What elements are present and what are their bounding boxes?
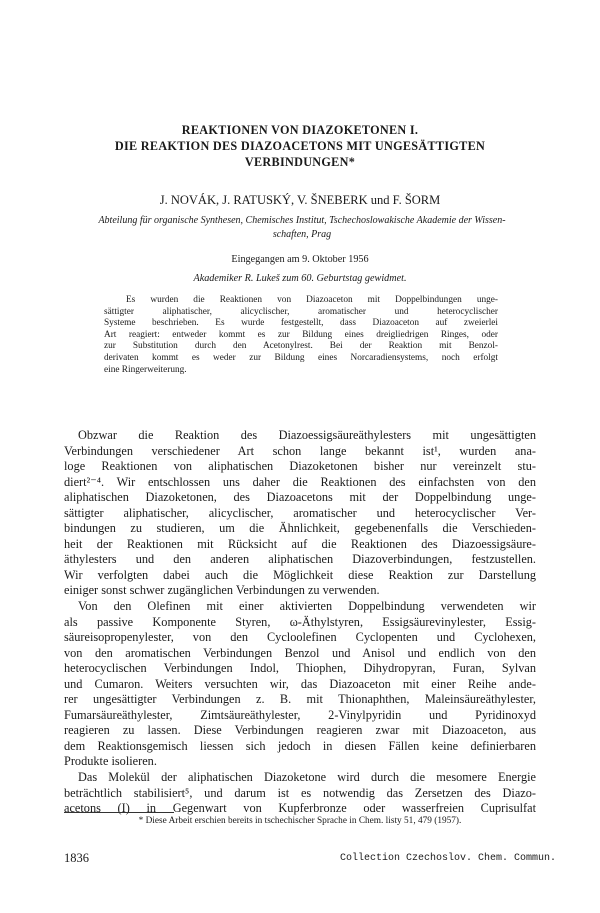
author-list: J. NOVÁK, J. RATUSKÝ, V. ŠNEBERK und F. ŠORM [159, 193, 441, 207]
body-line: beträchtlich stabilisiert⁵, und darum ist es notwendig das Zersetzen des Diazo- [64, 785, 536, 800]
footnote-rule [64, 812, 174, 813]
abstract-line: sättigter aliphatischer, alicyclischer, aromatischer und heterocyclischer [104, 306, 498, 317]
body-line: Produkte isolieren. [64, 754, 157, 769]
title-line: DIE REAKTION DES DIAZOACETONS MIT UNGESÄTTIGTEN [114, 139, 486, 153]
article-title [70, 122, 530, 170]
received-date: Eingegangen am 9. Oktober 1956 [231, 254, 369, 265]
paragraph [64, 599, 536, 770]
abstract [104, 295, 498, 376]
title-line: REAKTIONEN VON DIAZOKETONEN I. [181, 123, 419, 137]
body-line: Das Molekül der aliphatischen Diazoketone wird durch die mesomere Energie [78, 770, 536, 785]
affiliation-line: schaften, Prag [272, 228, 332, 240]
body-line: Obzwar die Reaktion des Diazoessigsäureäthylesters mit ungesättigten [78, 428, 536, 442]
page-number: 1836 [64, 851, 89, 865]
body-line: einiger sonst schwer zugänglichen Verbindungen zu verwenden. [64, 583, 380, 598]
footnote: * Diese Arbeit erschien bereits in tschechischer Sprache in Chem. listy 51, 479 (1957). [138, 816, 462, 826]
body-line: Wir verfolgten dabei auch die Möglichkeit diese Reaktion zur Darstellung [64, 567, 536, 582]
body-line: acetons (I) in Gegenwart von Kupferbronze oder wasserfreien Cuprisulfat [64, 801, 536, 816]
body-line: Fumarsäureäthylester, Zimtsäureäthylester, 2-Vinylpyridin und Pyridinoxyd [64, 707, 536, 722]
body-line: von den aromatischen Verbindungen Benzol und Anisol und endlich von den [64, 645, 536, 660]
body-line: heit der Reaktionen mit Rücksicht auf die Reaktionen des Diazoessigsäure- [64, 536, 536, 551]
body-line: loge Reaktionen von aliphatischen Diazoketonen bisher nur vereinzelt stu- [64, 459, 536, 474]
body-line: reagieren zu lassen. Diese Verbindungen reagieren zwar mit Diazoaceton, aus [64, 723, 536, 738]
abstract-line: eine Ringerweiterung. [104, 364, 187, 375]
body-line: bindungen zu studieren, um die Ähnlichkeit, gegebenenfalls die Verschieden- [64, 521, 536, 536]
abstract-line: zur Substitution durch den Acetonylrest. Bei der Reaktion mit Benzol- [104, 341, 498, 352]
body-line: sättigter aliphatischer, alicyclischer, aromatischer und heterocyclischer Ver- [64, 505, 536, 520]
paragraph [64, 428, 536, 599]
body-line: äthylesters und den anderen aliphatischen Diazoverbindungen, festzustellen. [64, 552, 536, 567]
affiliation-line: Abteilung für organische Synthesen, Chemisches Institut, Tschechoslowakische Akademie der Wissen- [98, 215, 506, 226]
paragraph [64, 770, 536, 817]
body-line: dem Reaktionsgemisch liessen sich jedoch in diesen Fällen keine definierbaren [64, 738, 536, 753]
body-line: säureisopropenylester, von den Cycloolefinen Cyclopenten und Cyclohexen, [64, 630, 536, 645]
body-line: heterocyclischen Verbindungen Indol, Thiophen, Dihydropyran, Furan, Sylvan [64, 661, 536, 676]
abstract-line: Systeme beschrieben. Es wurde festgestellt, dass Diazoaceton auf zweierlei [104, 318, 498, 329]
body-line: aliphatischen Diazoketonen, des Diazoacetons mit der Doppelbindung unge- [64, 490, 536, 505]
abstract-line: Es wurden die Reaktionen von Diazoaceton mit Doppelbindungen unge- [126, 295, 498, 305]
body-line: und Cumaron. Weiters versuchten wir, das Diazoaceton mit einer Reihe ande- [64, 676, 536, 691]
journal-name: Collection Czechoslov. Chem. Commun. [339, 853, 556, 864]
body-line: diert²⁻⁴. Wir entschlossen uns daher die Reaktionen des einfachsten von den [64, 474, 536, 489]
body-line: Verbindungen verschiedener Art schon lange bekannt ist¹, wurden ana- [64, 443, 536, 458]
dedication: Akademiker R. Lukeš zum 60. Geburtstag gewidmet. [193, 273, 407, 284]
title-line: VERBINDUNGEN* [244, 155, 356, 169]
abstract-line: derivaten kommt es weder zur Bildung eines Norcaradiensystems, noch erfolgt [104, 352, 498, 363]
abstract-line: Art reagiert: entweder kommt es zur Bildung eines dreigliedrigen Ringes, oder [104, 329, 498, 340]
body-line: rer ungesättigter Verbindungen z. B. mit Thionaphthen, Maleinsäureäthylester, [64, 692, 536, 707]
body-text [64, 428, 536, 817]
affiliation [62, 214, 542, 241]
body-line: Von den Olefinen mit einer aktivierten Doppelbindung verwendeten wir [78, 599, 536, 614]
body-line: als passive Komponente Styren, ω-Äthylstyren, Essigsäurevinylester, Essig- [64, 614, 536, 629]
